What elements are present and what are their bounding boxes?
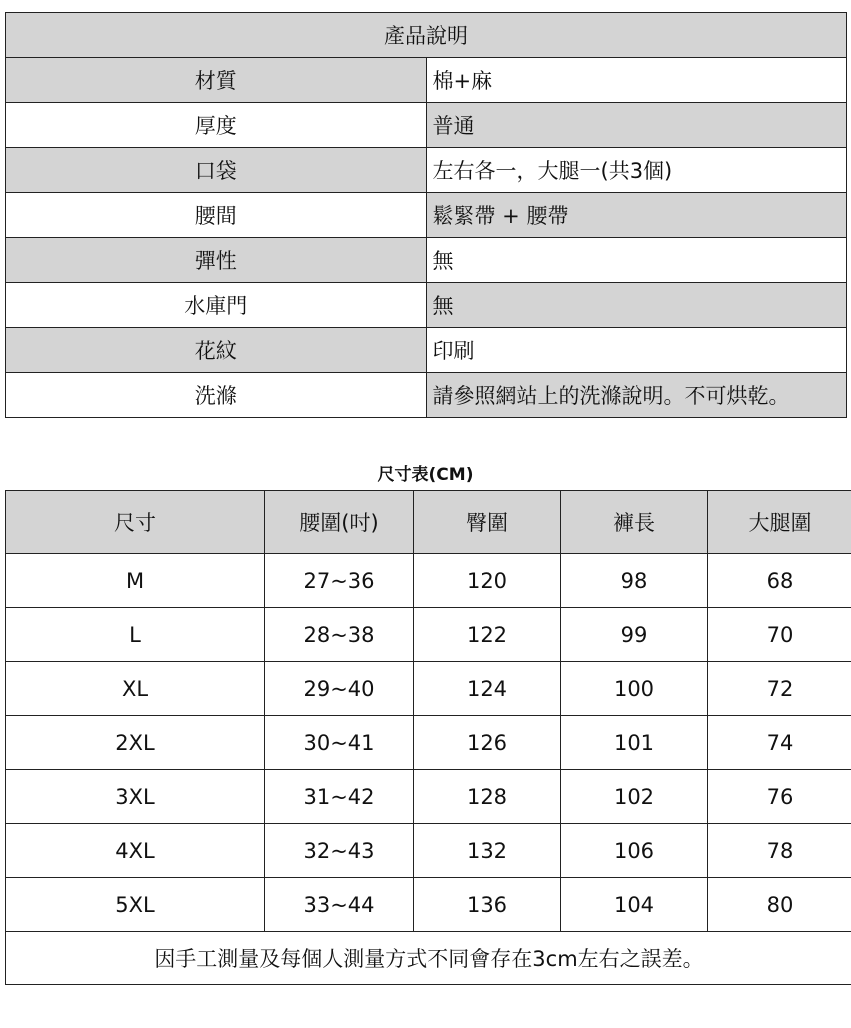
size-value-cell: 33~44 <box>265 878 414 932</box>
size-label-cell: XL <box>6 662 265 716</box>
size-header-cell: 褲長 <box>561 491 708 554</box>
product-row-label: 洗滌 <box>6 373 427 418</box>
size-row <box>6 878 851 932</box>
size-value-cell: 27~36 <box>265 554 414 608</box>
size-value-cell: 102 <box>561 770 708 824</box>
product-row-value: 印刷 <box>426 328 847 373</box>
size-value-cell: 98 <box>561 554 708 608</box>
size-header-cell: 腰圍(吋) <box>265 491 414 554</box>
size-value-cell: 76 <box>708 770 851 824</box>
size-value-cell: 124 <box>414 662 561 716</box>
size-chart-title: 尺寸表(CM) <box>377 465 474 485</box>
product-description-table <box>5 12 847 418</box>
product-title: 產品說明 <box>6 13 847 58</box>
product-row <box>6 103 847 148</box>
size-value-cell: 31~42 <box>265 770 414 824</box>
product-row-label: 水庫門 <box>6 283 427 328</box>
size-row <box>6 824 851 878</box>
product-row-label: 厚度 <box>6 103 427 148</box>
product-row-label: 口袋 <box>6 148 427 193</box>
product-row-label: 材質 <box>6 58 427 103</box>
product-row-value: 棉+麻 <box>426 58 847 103</box>
size-value-cell: 106 <box>561 824 708 878</box>
measurement-footnote: 因手工測量及每個人測量方式不同會存在3cm左右之誤差。 <box>6 932 851 985</box>
size-value-cell: 100 <box>561 662 708 716</box>
size-row <box>6 554 851 608</box>
size-label-cell: M <box>6 554 265 608</box>
product-row-value: 普通 <box>426 103 847 148</box>
size-value-cell: 136 <box>414 878 561 932</box>
size-value-cell: 104 <box>561 878 708 932</box>
size-label-cell: 2XL <box>6 716 265 770</box>
size-value-cell: 120 <box>414 554 561 608</box>
product-row <box>6 148 847 193</box>
size-value-cell: 68 <box>708 554 851 608</box>
size-header-row <box>6 491 851 554</box>
product-row-value: 左右各一，大腿一(共3個) <box>426 148 847 193</box>
size-value-cell: 78 <box>708 824 851 878</box>
product-row <box>6 58 847 103</box>
size-value-cell: 32~43 <box>265 824 414 878</box>
product-row-value: 無 <box>426 283 847 328</box>
size-chart-table <box>5 490 851 985</box>
size-value-cell: 80 <box>708 878 851 932</box>
product-row-label: 彈性 <box>6 238 427 283</box>
size-value-cell: 72 <box>708 662 851 716</box>
product-title-row <box>6 13 847 58</box>
size-value-cell: 99 <box>561 608 708 662</box>
size-header-cell: 大腿圍 <box>708 491 851 554</box>
product-row-label: 腰間 <box>6 193 427 238</box>
product-row <box>6 283 847 328</box>
size-row <box>6 770 851 824</box>
size-row <box>6 716 851 770</box>
size-value-cell: 128 <box>414 770 561 824</box>
size-value-cell: 28~38 <box>265 608 414 662</box>
product-row <box>6 328 847 373</box>
size-row <box>6 662 851 716</box>
size-value-cell: 101 <box>561 716 708 770</box>
product-row <box>6 373 847 418</box>
size-label-cell: 5XL <box>6 878 265 932</box>
size-value-cell: 132 <box>414 824 561 878</box>
size-row <box>6 608 851 662</box>
size-header-cell: 臀圍 <box>414 491 561 554</box>
product-row-value: 無 <box>426 238 847 283</box>
size-label-cell: 3XL <box>6 770 265 824</box>
size-label-cell: L <box>6 608 265 662</box>
size-value-cell: 70 <box>708 608 851 662</box>
footnote-row <box>6 932 851 985</box>
product-row <box>6 193 847 238</box>
size-value-cell: 74 <box>708 716 851 770</box>
product-row <box>6 238 847 283</box>
size-header-cell: 尺寸 <box>6 491 265 554</box>
size-value-cell: 126 <box>414 716 561 770</box>
product-row-value: 鬆緊帶 + 腰帶 <box>426 193 847 238</box>
size-value-cell: 29~40 <box>265 662 414 716</box>
size-value-cell: 122 <box>414 608 561 662</box>
product-row-value: 請參照網站上的洗滌說明。不可烘乾。 <box>426 373 847 418</box>
size-label-cell: 4XL <box>6 824 265 878</box>
size-value-cell: 30~41 <box>265 716 414 770</box>
product-row-label: 花紋 <box>6 328 427 373</box>
